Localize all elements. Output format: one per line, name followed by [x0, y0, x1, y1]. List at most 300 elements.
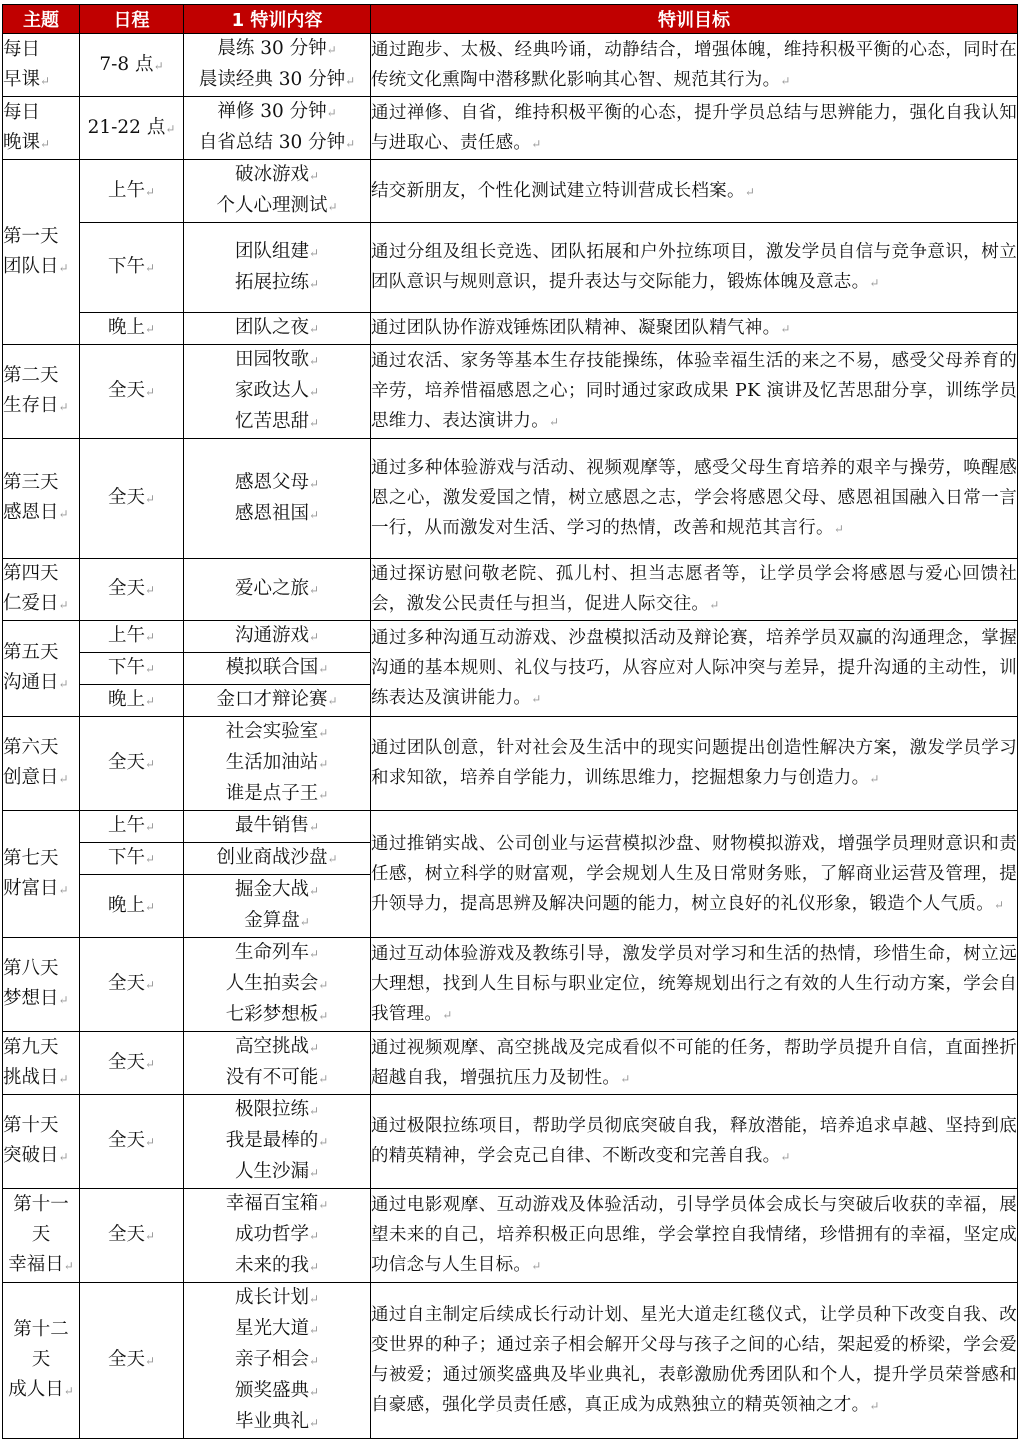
goal-text: 通过团队协作游戏锤炼团队精神、凝聚团队精气神。 — [371, 318, 781, 338]
content-item-text: 七彩梦想板 — [225, 1004, 319, 1025]
content-item — [184, 621, 370, 652]
period-label — [80, 653, 183, 684]
period-label-text: 21-22 点 — [87, 116, 166, 138]
paragraph-mark: ↵ — [780, 1150, 791, 1164]
content-item-text: 最牛销售 — [234, 815, 309, 836]
content-item — [184, 653, 370, 684]
theme-line — [3, 954, 79, 984]
table-row — [3, 345, 1018, 439]
theme-line-text: 早课 — [3, 68, 41, 90]
paragraph-mark: ↵ — [318, 726, 329, 740]
theme-line — [3, 498, 79, 529]
theme-line — [3, 984, 79, 1015]
period-cell — [80, 685, 184, 717]
content-cell — [184, 1189, 371, 1283]
period-label — [80, 843, 183, 874]
content-item — [184, 1126, 370, 1157]
theme-line-text: 挑战日 — [3, 1066, 59, 1088]
content-item-text: 破冰游戏 — [234, 164, 309, 185]
paragraph-mark: ↵ — [326, 43, 337, 57]
content-cell — [184, 717, 371, 811]
paragraph-mark: ↵ — [549, 415, 560, 429]
theme-line-text: 第五天 — [3, 642, 59, 663]
paragraph-mark: ↵ — [308, 884, 320, 898]
theme-line — [3, 1063, 79, 1094]
theme-line — [3, 638, 79, 668]
paragraph-mark: ↵ — [308, 1104, 320, 1118]
period-label — [80, 1220, 183, 1251]
theme-cell — [3, 621, 80, 717]
period-label — [80, 574, 183, 605]
content-item-text: 家政达人 — [234, 380, 309, 401]
period-label — [80, 50, 183, 81]
goal-text: 通过视频观摩、高空挑战及完成看似不可能的任务，帮助学员提升自信，直面挫折超越自我，增强抗压力及韧性。 — [371, 1037, 1017, 1088]
theme-line-text: 突破日 — [3, 1145, 59, 1166]
paragraph-mark: ↵ — [318, 978, 329, 992]
content-item — [184, 1220, 370, 1251]
content-item — [184, 191, 370, 222]
paragraph-mark: ↵ — [144, 1135, 156, 1149]
content-item-text: 晨读经典 30 分钟 — [198, 69, 346, 90]
content-item — [184, 1000, 370, 1031]
period-cell — [80, 439, 184, 559]
goal-text: 通过跑步、太极、经典吟诵，动静结合，增强体魄，维持积极平衡的心态，同时在传统文化熏陶中潜移默化影响其心智、规范其行为。 — [371, 39, 1017, 90]
goal-cell — [371, 717, 1018, 811]
content-cell — [184, 559, 371, 621]
goal-text: 通过分组及组长竞选、团队拓展和户外拉练项目，激发学员自信与竞争意识，树立团队意识与规则意识，提升表达与交际能力，锻炼体魄及意志。 — [371, 242, 1017, 292]
paragraph-mark: ↵ — [345, 74, 356, 88]
theme-line — [3, 468, 79, 498]
table-row — [3, 1095, 1018, 1189]
content-item — [184, 717, 370, 748]
theme-line-text: 生存日 — [3, 395, 59, 416]
table-row — [3, 717, 1018, 811]
theme-cell — [3, 1283, 80, 1439]
content-item-text: 感恩父母 — [234, 471, 309, 493]
content-item-text: 创业商战沙盘 — [216, 847, 328, 868]
period-cell — [80, 875, 184, 938]
period-label-text: 全天 — [107, 380, 145, 401]
content-item — [184, 748, 370, 779]
content-item-text: 没有不可能 — [225, 1067, 319, 1088]
content-item — [184, 779, 370, 810]
period-label — [80, 621, 183, 652]
period-label — [80, 313, 183, 344]
goal-cell — [371, 345, 1018, 439]
paragraph-mark: ↵ — [327, 200, 338, 214]
paragraph-mark: ↵ — [318, 662, 329, 676]
content-item — [184, 407, 370, 438]
paragraph-mark: ↵ — [144, 583, 156, 597]
content-item — [184, 268, 370, 299]
content-item — [184, 1251, 370, 1282]
theme-cell — [3, 559, 80, 621]
period-cell — [80, 1283, 184, 1439]
theme-line — [3, 98, 79, 128]
content-cell — [184, 1283, 371, 1439]
content-item-text: 团队之夜 — [234, 317, 309, 338]
theme-line — [3, 35, 79, 65]
paragraph-mark: ↵ — [442, 1008, 453, 1022]
content-item — [184, 237, 370, 268]
content-cell — [184, 160, 371, 223]
paragraph-mark: ↵ — [144, 1229, 156, 1243]
period-cell — [80, 97, 184, 160]
content-item — [184, 1063, 370, 1094]
period-label — [80, 376, 183, 407]
header-theme: 主题 — [3, 5, 80, 34]
paragraph-mark: ↵ — [144, 630, 156, 644]
paragraph-mark: ↵ — [144, 757, 156, 771]
theme-line-text: 晚课 — [3, 131, 41, 153]
period-label — [80, 748, 183, 779]
period-cell — [80, 811, 184, 843]
content-item-text: 沟通游戏 — [234, 625, 309, 646]
theme-line — [3, 1250, 79, 1281]
paragraph-mark: ↵ — [531, 692, 542, 706]
period-label — [80, 483, 183, 514]
goal-cell — [371, 938, 1018, 1032]
theme-line-text: 感恩日 — [3, 502, 59, 523]
goal-cell — [371, 34, 1018, 97]
paragraph-mark: ↵ — [869, 276, 880, 290]
paragraph-mark: ↵ — [326, 106, 337, 120]
paragraph-mark: ↵ — [994, 897, 1005, 912]
table-row — [3, 160, 1018, 223]
content-cell — [184, 685, 371, 717]
paragraph-mark: ↵ — [58, 993, 69, 1007]
paragraph-mark: ↵ — [318, 1072, 329, 1086]
paragraph-mark: ↵ — [318, 1135, 329, 1149]
paragraph-mark: ↵ — [308, 583, 320, 597]
goal-cell — [371, 1283, 1018, 1439]
paragraph-mark: ↵ — [308, 507, 320, 522]
theme-line-text: 幸福日 — [8, 1254, 64, 1275]
content-item — [184, 65, 370, 96]
goal-text: 通过多种沟通互动游戏、沙盘模拟活动及辩论赛，培养学员双赢的沟通理念，掌握沟通的基本规则、礼仪与技巧，从容应对人际冲突与差异，提升沟通的主动性，训练表达及演讲能力。 — [371, 628, 1017, 708]
theme-line-text: 第一天 — [3, 225, 59, 247]
content-item-text: 未来的我 — [234, 1255, 309, 1276]
content-item-text: 成功哲学 — [234, 1224, 309, 1245]
content-cell — [184, 1095, 371, 1189]
theme-line — [3, 1033, 79, 1063]
period-label — [80, 969, 183, 1000]
table-row — [3, 34, 1018, 97]
content-item-text: 忆苦思甜 — [234, 411, 309, 432]
period-label-text: 全天 — [107, 752, 145, 773]
content-item-text: 掘金大战 — [234, 879, 309, 900]
content-item — [184, 160, 370, 191]
period-label-text: 上午 — [107, 625, 145, 646]
paragraph-mark: ↵ — [144, 1056, 156, 1071]
table-row — [3, 811, 1018, 843]
paragraph-mark: ↵ — [308, 322, 320, 336]
paragraph-mark: ↵ — [620, 1071, 631, 1086]
theme-line-text: 第三天 — [3, 472, 59, 493]
content-item — [184, 468, 370, 499]
content-item-text: 毕业典礼 — [234, 1411, 309, 1432]
content-item — [184, 906, 370, 937]
content-cell — [184, 811, 371, 843]
theme-line-text: 仁爱日 — [3, 593, 59, 614]
content-item-text: 人生沙漏 — [234, 1161, 309, 1182]
paragraph-mark: ↵ — [308, 1323, 320, 1337]
period-label — [80, 1126, 183, 1157]
theme-line-text: 天 — [31, 1349, 51, 1370]
paragraph-mark: ↵ — [144, 978, 156, 992]
content-item — [184, 969, 370, 1000]
period-label-text: 晚上 — [107, 894, 145, 916]
theme-cell — [3, 34, 80, 97]
theme-line — [3, 1220, 79, 1250]
table-row — [3, 1283, 1018, 1439]
content-cell — [184, 34, 371, 97]
content-item-text: 爱心之旅 — [234, 578, 309, 599]
content-cell — [184, 223, 371, 313]
theme-cell — [3, 439, 80, 559]
goal-cell — [371, 621, 1018, 717]
theme-line — [3, 1345, 79, 1375]
content-cell — [184, 621, 371, 653]
theme-line-text: 第十一 — [13, 1194, 69, 1215]
period-label-text: 晚上 — [107, 317, 145, 338]
paragraph-mark: ↵ — [308, 1354, 320, 1368]
period-label-text: 全天 — [107, 1130, 145, 1151]
goal-cell — [371, 223, 1018, 313]
paragraph-mark: ↵ — [308, 820, 320, 834]
content-item — [184, 499, 370, 530]
content-item — [184, 345, 370, 376]
period-cell — [80, 843, 184, 875]
paragraph-mark: ↵ — [58, 400, 69, 414]
theme-cell — [3, 345, 80, 439]
paragraph-mark: ↵ — [144, 694, 156, 708]
paragraph-mark: ↵ — [308, 169, 320, 183]
paragraph-mark: ↵ — [833, 522, 845, 536]
theme-line — [3, 668, 79, 699]
paragraph-mark: ↵ — [144, 820, 156, 834]
paragraph-mark: ↵ — [58, 598, 69, 612]
content-item-text: 社会实验室 — [225, 721, 319, 742]
paragraph-mark: ↵ — [63, 1259, 74, 1273]
period-cell — [80, 938, 184, 1032]
paragraph-mark: ↵ — [308, 630, 320, 644]
training-schedule-table — [2, 4, 1018, 1439]
paragraph-mark: ↵ — [144, 492, 156, 506]
paragraph-mark: ↵ — [165, 121, 176, 136]
paragraph-mark: ↵ — [144, 261, 156, 275]
goal-text: 通过探访慰问敬老院、孤儿村、担当志愿者等，让学员学会将感恩与爱心回馈社会，激发公民责任与担当，促进人际交往。 — [371, 564, 1017, 614]
theme-line — [3, 763, 79, 794]
paragraph-mark: ↵ — [144, 385, 156, 399]
theme-line-text: 第九天 — [3, 1036, 59, 1058]
content-item-text: 人生拍卖会 — [225, 973, 319, 994]
content-item — [184, 843, 370, 874]
goal-text: 通过禅修、自省，维持积极平衡的心态，提升学员总结与思辨能力，强化自我认知与进取心、责任感。 — [371, 102, 1017, 153]
content-item — [184, 875, 370, 906]
paragraph-mark: ↵ — [40, 73, 51, 88]
goal-cell — [371, 559, 1018, 621]
paragraph-mark: ↵ — [58, 772, 69, 786]
paragraph-mark: ↵ — [144, 662, 156, 676]
table-row — [3, 1032, 1018, 1095]
content-item — [184, 938, 370, 969]
content-item — [184, 685, 370, 716]
paragraph-mark: ↵ — [144, 899, 156, 914]
theme-line-text: 成人日 — [8, 1379, 64, 1400]
header-schedule: 日程 — [80, 5, 184, 34]
content-cell — [184, 1032, 371, 1095]
paragraph-mark: ↵ — [327, 694, 338, 708]
goal-text: 通过多种体验游戏与活动、视频观摩等，感受父母生育培养的艰辛与操劳，唤醒感恩之心，激发爱国之情，树立感恩之志，学会将感恩父母、感恩祖国融入日常一言一行，从而激发对生活、学习的热情，改善和规范其言行。 — [371, 458, 1017, 538]
table-row — [3, 313, 1018, 345]
content-item-text: 我是最棒的 — [225, 1130, 319, 1151]
content-item — [184, 1345, 370, 1376]
content-cell — [184, 653, 371, 685]
content-item-text: 晨练 30 分钟 — [217, 38, 327, 59]
paragraph-mark: ↵ — [58, 1071, 69, 1086]
period-label — [80, 176, 183, 207]
paragraph-mark: ↵ — [531, 1259, 542, 1273]
period-label — [80, 1048, 183, 1079]
period-cell — [80, 34, 184, 97]
theme-line — [3, 1111, 79, 1141]
period-label-text: 全天 — [107, 1349, 145, 1370]
goal-cell — [371, 313, 1018, 345]
goal-text: 结交新朋友，个性化测试建立特训营成长档案。 — [371, 180, 745, 201]
paragraph-mark: ↵ — [308, 416, 320, 430]
table-row — [3, 223, 1018, 313]
period-label-text: 下午 — [107, 256, 145, 277]
theme-line — [3, 844, 79, 874]
theme-line-text: 梦想日 — [3, 988, 59, 1009]
content-cell — [184, 843, 371, 875]
content-item — [184, 1376, 370, 1407]
paragraph-mark: ↵ — [58, 260, 69, 275]
paragraph-mark: ↵ — [308, 1292, 320, 1306]
theme-line-text: 第十天 — [3, 1115, 59, 1136]
theme-line-text: 创意日 — [3, 767, 59, 788]
theme-line — [3, 361, 79, 391]
content-item — [184, 1032, 370, 1063]
content-item — [184, 1314, 370, 1345]
period-label — [80, 1345, 183, 1376]
goal-cell — [371, 1095, 1018, 1189]
paragraph-mark: ↵ — [144, 322, 156, 336]
paragraph-mark: ↵ — [308, 1385, 320, 1399]
theme-line — [3, 222, 79, 252]
schedule-body — [3, 34, 1018, 1439]
content-item-text: 禅修 30 分钟 — [217, 101, 327, 122]
content-item-text: 生活加油站 — [225, 752, 319, 773]
theme-cell — [3, 1189, 80, 1283]
content-item-text: 成长计划 — [234, 1287, 309, 1308]
goal-text: 通过电影观摩、互动游戏及体验活动，引导学员体会成长与突破后收获的幸福，展望未来的自己，培养积极正向思维，学会掌控自我情绪，珍惜拥有的幸福，坚定成功信念与人生目标。 — [371, 1195, 1017, 1275]
content-cell — [184, 313, 371, 345]
content-cell — [184, 875, 371, 938]
theme-line-text: 第四天 — [3, 563, 59, 584]
theme-cell — [3, 160, 80, 345]
content-item-text: 星光大道 — [234, 1318, 309, 1339]
paragraph-mark: ↵ — [144, 184, 156, 199]
period-label-text: 全天 — [107, 487, 145, 508]
theme-cell — [3, 938, 80, 1032]
period-label-text: 下午 — [107, 847, 145, 868]
period-label-text: 下午 — [107, 657, 145, 678]
theme-cell — [3, 1032, 80, 1095]
goal-text: 通过极限拉练项目，帮助学员彻底突破自我，释放潜能，培养追求卓越、坚持到底的精英精神，学会克己自律、不断改变和完善自我。 — [371, 1116, 1017, 1166]
theme-line — [3, 1375, 79, 1406]
paragraph-mark: ↵ — [63, 1384, 74, 1398]
theme-line — [3, 589, 79, 620]
content-item-text: 拓展拉练 — [234, 271, 309, 293]
theme-line — [3, 252, 79, 283]
header-row — [3, 5, 1018, 34]
period-cell — [80, 1095, 184, 1189]
content-cell — [184, 938, 371, 1032]
content-cell — [184, 345, 371, 439]
period-label — [80, 811, 183, 842]
theme-line — [3, 391, 79, 422]
goal-text: 通过农活、家务等基本生存技能操练，体验幸福生活的来之不易，感受父母养育的辛劳，培养惜福感恩之心；同时通过家政成果 PK 演讲及忆苦思甜分享，训练学员思维力、表达演讲力。 — [371, 351, 1017, 431]
paragraph-mark: ↵ — [308, 476, 320, 491]
paragraph-mark: ↵ — [308, 1166, 320, 1180]
goal-cell — [371, 1189, 1018, 1283]
table-row — [3, 621, 1018, 653]
content-item-text: 感恩祖国 — [234, 502, 309, 524]
paragraph-mark: ↵ — [318, 788, 329, 802]
content-item — [184, 1407, 370, 1438]
paragraph-mark: ↵ — [153, 58, 164, 73]
content-item-text: 幸福百宝箱 — [225, 1193, 319, 1214]
content-item — [184, 811, 370, 842]
paragraph-mark: ↵ — [308, 947, 320, 961]
paragraph-mark: ↵ — [709, 598, 720, 612]
paragraph-mark: ↵ — [144, 852, 156, 866]
content-item-text: 极限拉练 — [234, 1099, 309, 1120]
content-item-text: 团队组建 — [234, 240, 309, 262]
goal-cell — [371, 1032, 1018, 1095]
paragraph-mark: ↵ — [308, 1041, 320, 1055]
period-cell — [80, 559, 184, 621]
theme-cell — [3, 811, 80, 938]
content-item-text: 谁是点子王 — [225, 783, 319, 804]
content-item — [184, 1157, 370, 1188]
paragraph-mark: ↵ — [144, 1354, 156, 1368]
goal-cell — [371, 97, 1018, 160]
table-row — [3, 97, 1018, 160]
paragraph-mark: ↵ — [780, 73, 791, 88]
period-cell — [80, 160, 184, 223]
paragraph-mark: ↵ — [58, 677, 69, 691]
paragraph-mark: ↵ — [318, 1009, 329, 1023]
period-cell — [80, 223, 184, 313]
paragraph-mark: ↵ — [318, 1198, 329, 1212]
content-item — [184, 34, 370, 65]
theme-line — [3, 128, 79, 159]
period-label-text: 全天 — [107, 1224, 145, 1245]
period-cell — [80, 653, 184, 685]
period-label-text: 7-8 点 — [99, 53, 154, 75]
paragraph-mark: ↵ — [345, 137, 356, 151]
paragraph-mark: ↵ — [58, 507, 69, 521]
paragraph-mark: ↵ — [40, 136, 51, 151]
header-content: 1 特训内容 — [184, 5, 371, 34]
period-label-text: 晚上 — [107, 689, 145, 710]
theme-line-text: 团队日 — [3, 255, 59, 277]
content-item-text: 自省总结 30 分钟 — [198, 132, 346, 153]
content-item-text: 高空挑战 — [234, 1036, 309, 1057]
